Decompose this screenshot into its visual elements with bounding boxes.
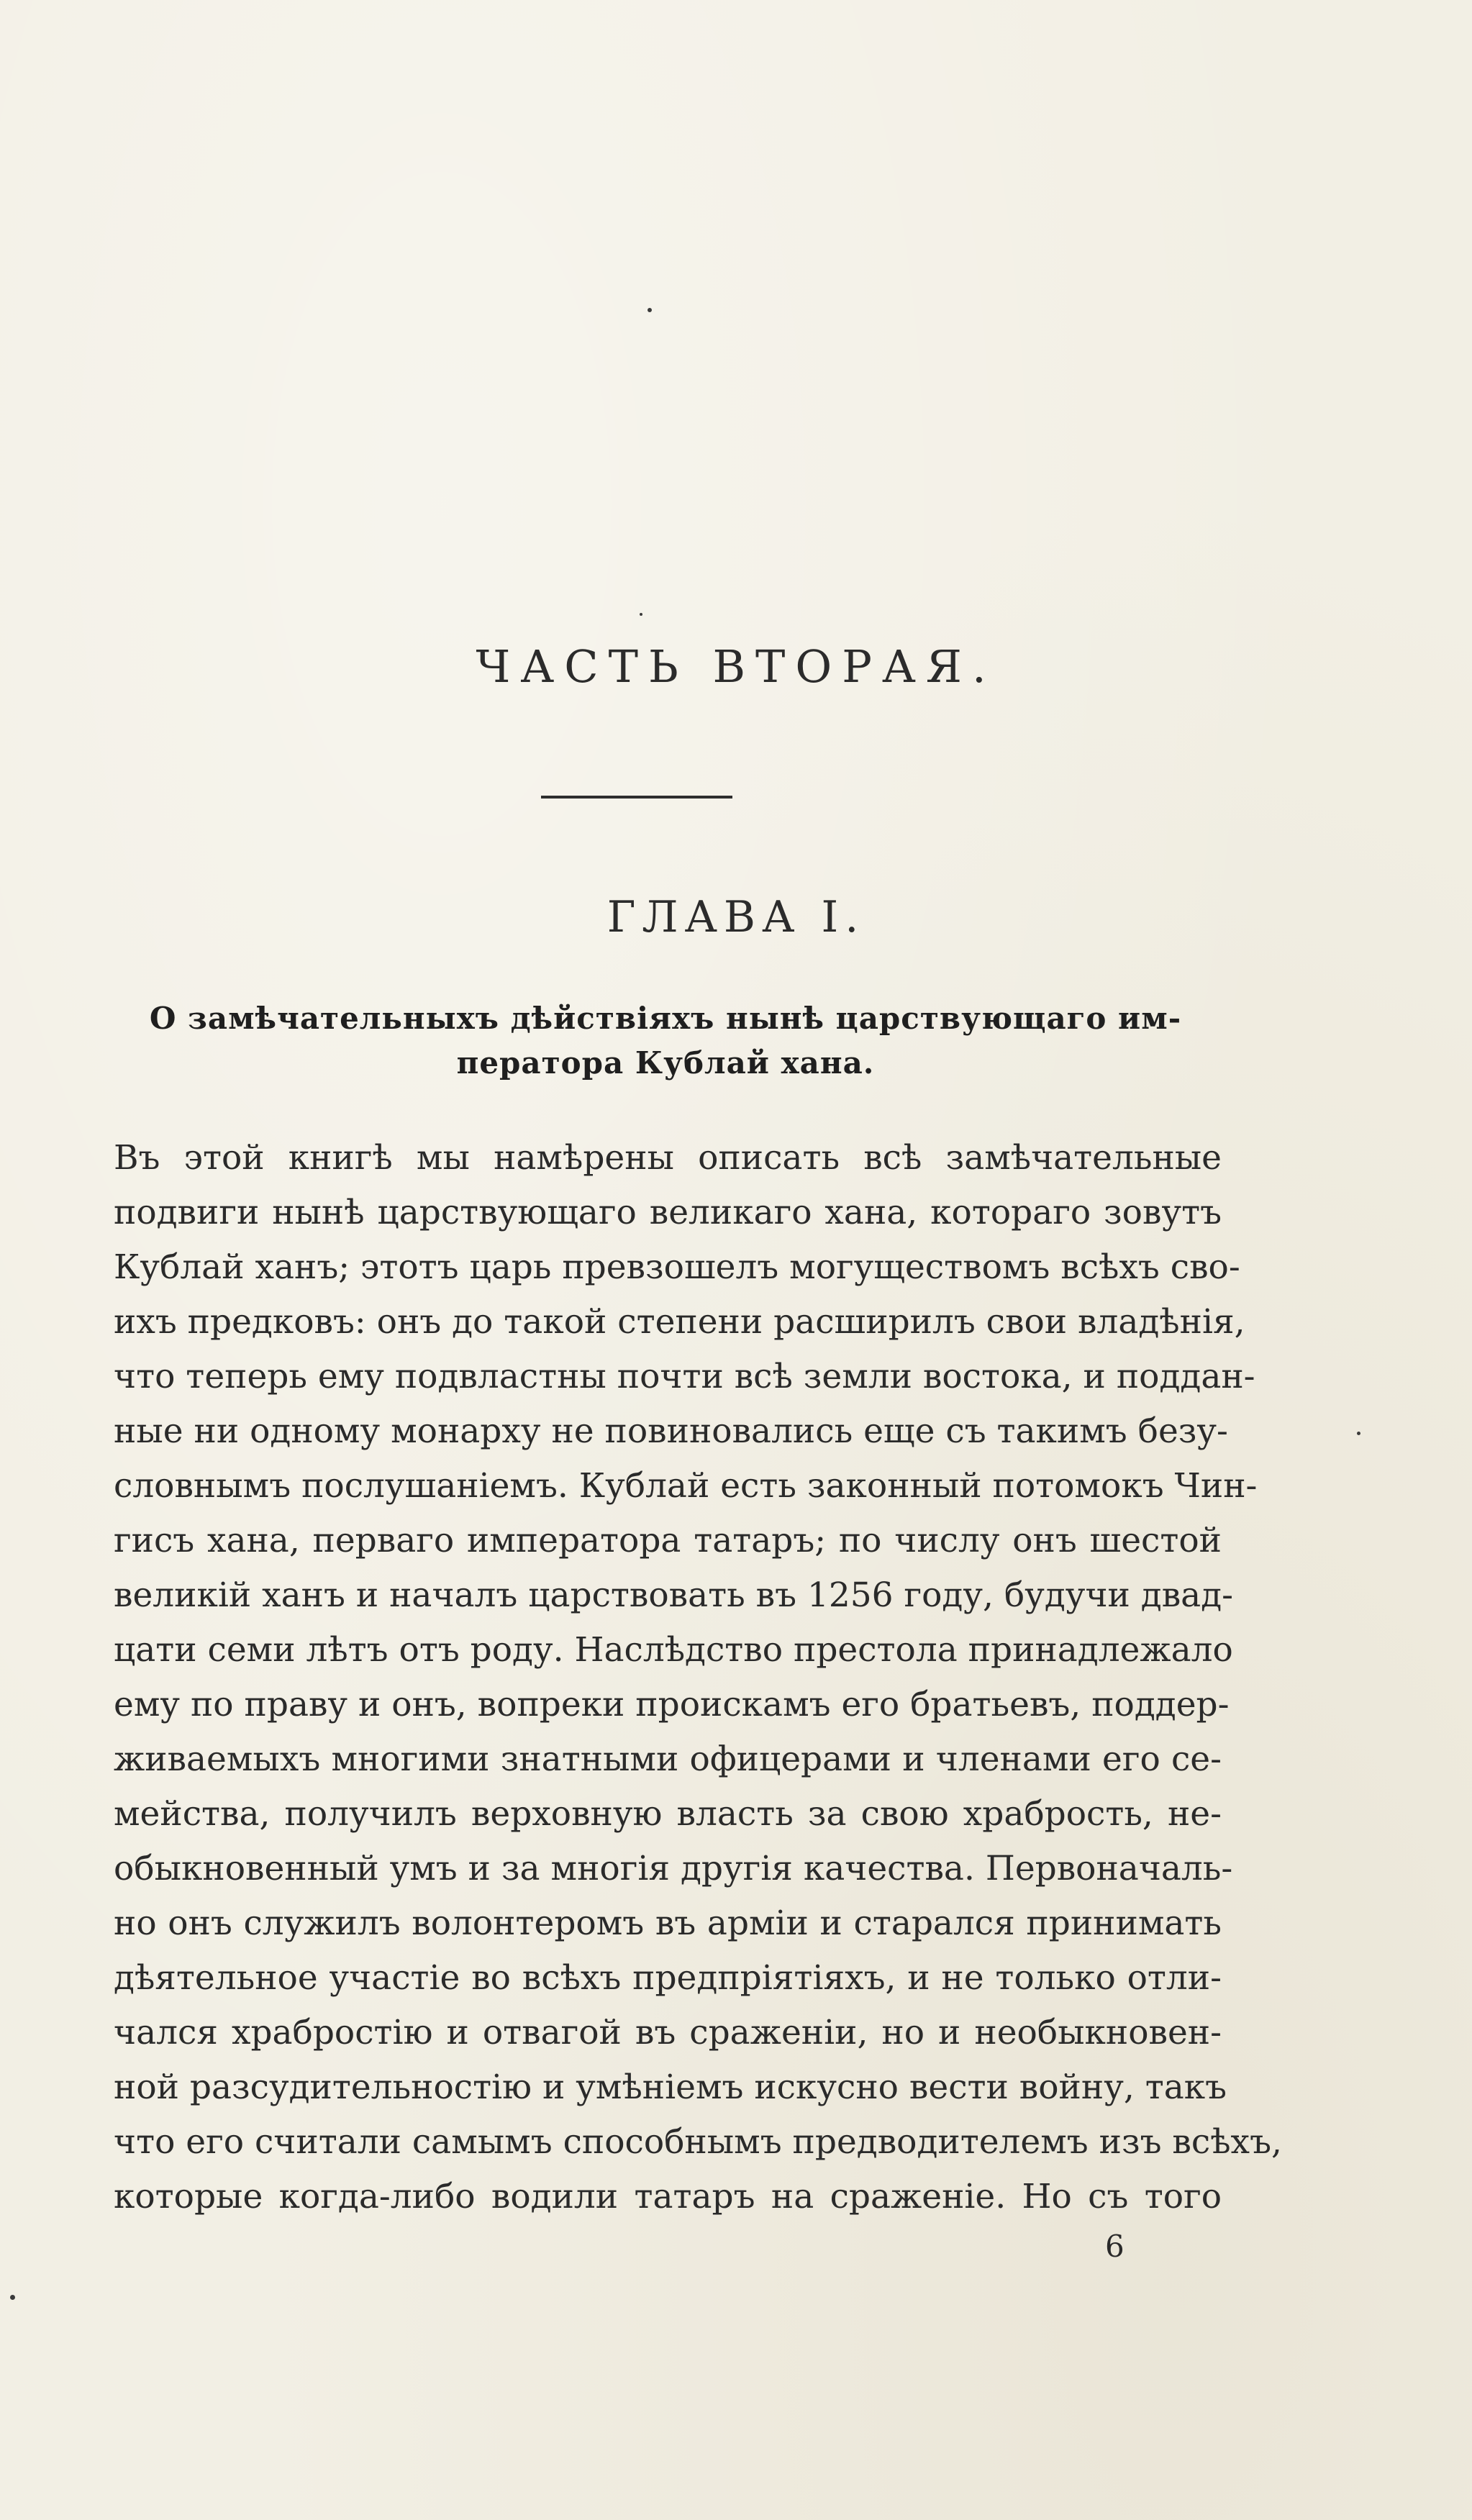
text-line: которые когда-либо водили татаръ на сраженіе. Но съ того (114, 2177, 1222, 2216)
text-line: дѣятельное участіе во всѣхъ предпріятіяхъ, и не только отли- (114, 1958, 1222, 1998)
text-line: что теперь ему подвластны почти всѣ земли востока, и поддан- (114, 1357, 1255, 1396)
text-line: чался храбростію и отвагой въ сраженіи, но и необыкновен- (114, 2013, 1222, 2052)
ink-speck (10, 2295, 15, 2300)
page-number: 6 (1105, 2229, 1125, 2264)
text-line: великій ханъ и началъ царствовать въ 1256 году, будучи двад- (114, 1575, 1234, 1615)
text-line: Кублай ханъ; этотъ царь превзошелъ могуществомъ всѣхъ сво- (114, 1247, 1240, 1287)
text-line: ной разсудительностію и умѣніемъ искусно вести войну, такъ (114, 2068, 1227, 2107)
title-divider (541, 796, 732, 799)
text-line: ему по праву и онъ, вопреки проискамъ его братьевъ, поддер- (114, 1685, 1230, 1724)
ink-speck (1357, 1432, 1360, 1435)
chapter-subtitle (101, 996, 1230, 1086)
text-line: гисъ хана, перваго императора татаръ; по числу онъ шестой (114, 1521, 1222, 1560)
part-title: ЧАСТЬ ВТОРАЯ. (476, 640, 996, 693)
text-line: ные ни одному монарху не повиновались еще съ такимъ безу- (114, 1411, 1228, 1451)
text-line: но онъ служилъ волонтеромъ въ арміи и старался принимать (114, 1903, 1222, 1943)
chapter-title: ГЛАВА I. (606, 892, 866, 942)
text-line: Въ этой книгѣ мы намѣрены описать всѣ замѣчательные (114, 1138, 1222, 1178)
text-line: словнымъ послушаніемъ. Кублай есть законный потомокъ Чин- (114, 1466, 1258, 1506)
text-line: цати семи лѣтъ отъ роду. Наслѣдство престола принадлежало (114, 1630, 1233, 1670)
subtitle-line: О замѣчательныхъ дѣйствіяхъ нынѣ царствующаго им- (149, 1001, 1182, 1036)
text-line: подвиги нынѣ царствующаго великаго хана, котораго зовутъ (114, 1193, 1222, 1232)
text-line: что его считали самымъ способнымъ предводителемъ изъ всѣхъ, (114, 2122, 1282, 2162)
ink-speck (648, 308, 652, 312)
text-line: мейства, получилъ верховную власть за свою храбрость, не- (114, 1794, 1222, 1834)
text-line: ихъ предковъ: онъ до такой степени расширилъ свои владѣнія, (114, 1302, 1245, 1342)
body-paragraph (114, 1131, 1282, 2224)
text-line: обыкновенный умъ и за многія другія качества. Первоначаль- (114, 1849, 1233, 1888)
ink-speck (640, 613, 642, 616)
text-line: живаемыхъ многими знатными офицерами и членами его се- (114, 1739, 1222, 1779)
subtitle-line: ператора Кублай хана. (456, 1045, 875, 1081)
